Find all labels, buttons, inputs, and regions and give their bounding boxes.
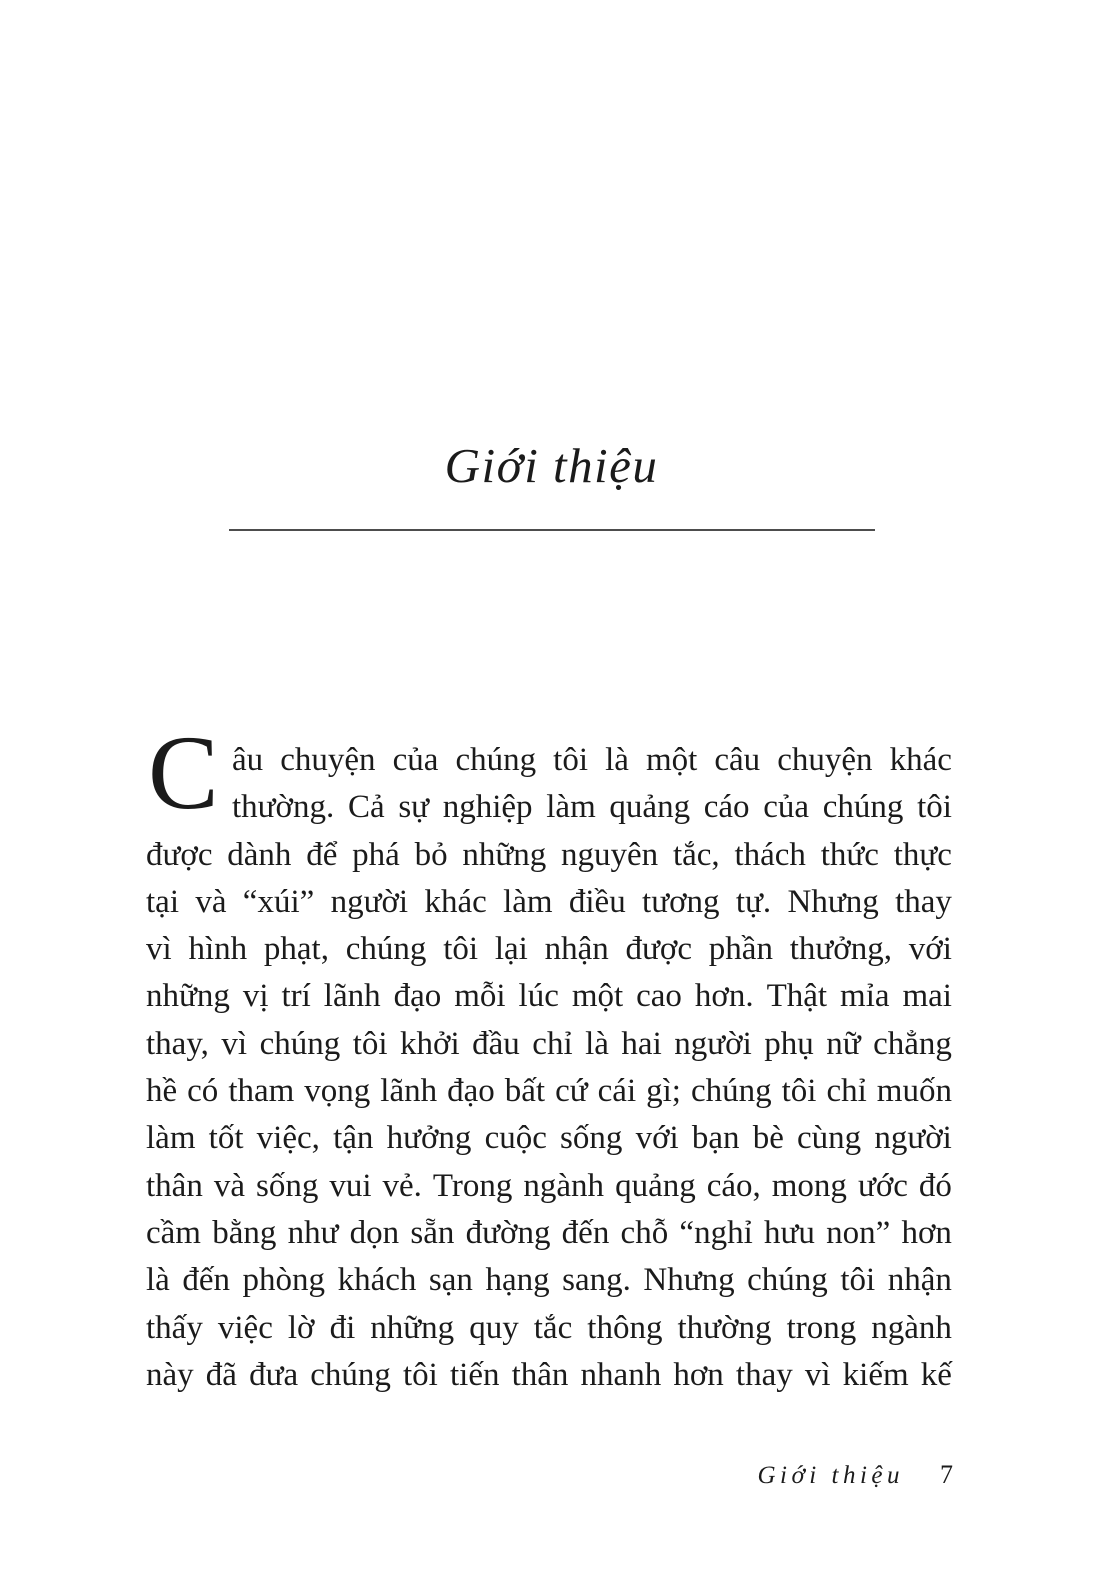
paragraph-line: làm tốt việc, tận hưởng cuộc sống với bạn bè cùng người — [146, 1120, 952, 1157]
paragraph-line: tại và “xúi” người khác làm điều tương tự. Nhưng thay — [146, 883, 952, 920]
title-divider-rule — [229, 529, 875, 531]
paragraph-line: thường. Cả sự nghiệp làm quảng cáo của chúng tôi — [232, 789, 952, 826]
page-number: 7 — [940, 1460, 953, 1489]
drop-cap: C — [148, 714, 219, 831]
paragraph-line: thân và sống vui vẻ. Trong ngành quảng cáo, mong ước đó — [146, 1167, 952, 1204]
chapter-title: Giới thiệu — [444, 438, 659, 493]
paragraph-line: hề có tham vọng lãnh đạo bất cứ cái gì; chúng tôi chỉ muốn — [146, 1073, 952, 1110]
paragraph-line: cầm bằng như dọn sẵn đường đến chỗ “nghỉ hưu non” hơn — [146, 1214, 952, 1251]
paragraph-line: những vị trí lãnh đạo mỗi lúc một cao hơn. Thật mỉa mai — [146, 978, 952, 1015]
paragraph-line: là đến phòng khách sạn hạng sang. Nhưng chúng tôi nhận — [146, 1262, 952, 1299]
paragraph-line: thấy việc lờ đi những quy tắc thông thường trong ngành — [146, 1309, 952, 1346]
paragraph-line: vì hình phạt, chúng tôi lại nhận được phần thưởng, với — [146, 931, 952, 968]
body-paragraph — [146, 714, 952, 1399]
page-footer — [757, 1462, 953, 1488]
paragraph-line: này đã đưa chúng tôi tiến thân nhanh hơn thay vì kiếm kế — [146, 1356, 952, 1393]
paragraph-line: thay, vì chúng tôi khởi đầu chỉ là hai người phụ nữ chẳng — [146, 1025, 952, 1062]
running-head: Giới thiệu — [757, 1462, 904, 1489]
paragraph-line: âu chuyện của chúng tôi là một câu chuyện khác — [232, 742, 952, 778]
paragraph-line: được dành để phá bỏ những nguyên tắc, thách thức thực — [146, 836, 952, 873]
